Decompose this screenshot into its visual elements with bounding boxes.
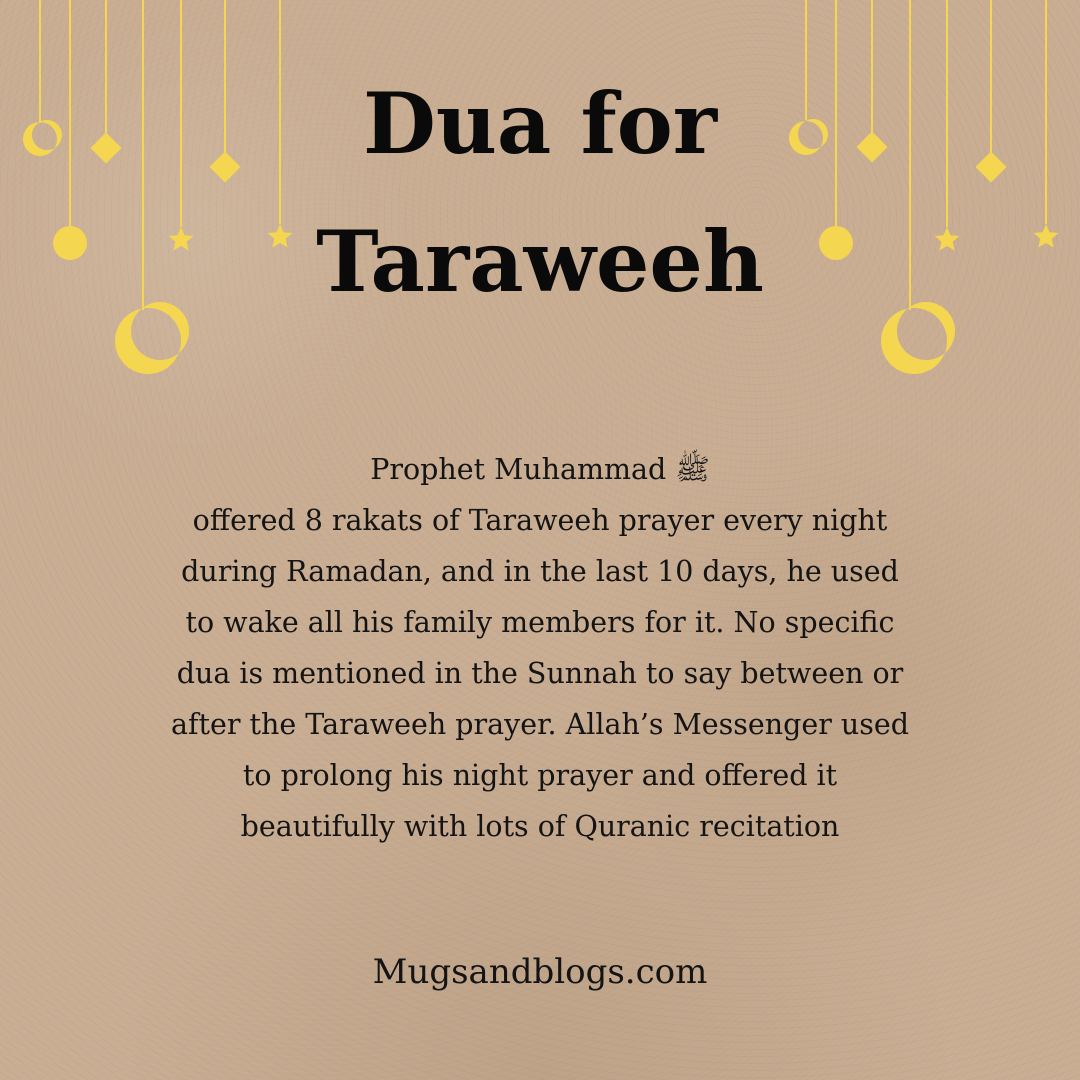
circle-icon [53, 226, 87, 260]
diamond-icon [90, 132, 121, 163]
crescent-icon [881, 302, 955, 374]
description-paragraph [140, 444, 940, 852]
description-line: after the Taraweeh prayer. Allah’s Messenger used [171, 708, 909, 741]
title-line-1: Dua for [362, 74, 717, 173]
star-icon [1034, 224, 1059, 248]
description-line: Prophet Muhammad ﷺ [370, 453, 710, 486]
description-line: to wake all his family members for it. No specific [185, 606, 895, 639]
website-footer: Mugsandblogs.com [372, 952, 708, 992]
description-line: during Ramadan, and in the last 10 days, he used [181, 555, 899, 588]
description-line: dua is mentioned in the Sunnah to say between or [176, 657, 904, 690]
description-line: to prolong his night prayer and offered it [242, 759, 838, 792]
description-line: beautifully with lots of Quranic recitation [240, 810, 840, 843]
crescent-icon [23, 120, 62, 156]
description-line: offered 8 rakats of Taraweeh prayer every night [192, 504, 888, 537]
diamond-icon [975, 151, 1006, 182]
title-line-2: Taraweeh [316, 212, 764, 311]
crescent-icon [115, 302, 189, 374]
